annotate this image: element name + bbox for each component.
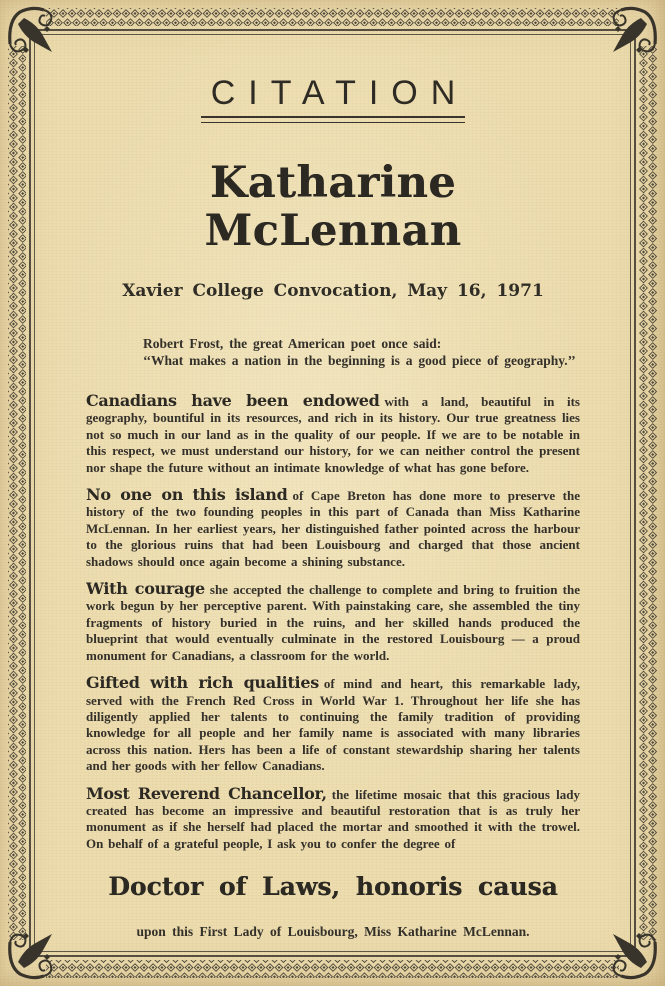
paragraph-lead: Gifted with rich qualities [86,673,319,693]
citation-paragraph [86,485,580,570]
citation-paragraph [86,391,580,476]
page-title: CITATION [210,74,469,112]
quote-attribution: Robert Frost, the great American poet once said: [143,336,442,351]
citation-body [86,391,580,852]
citation-paragraph [86,579,580,664]
citation-paragraph [86,783,580,853]
quote-block [143,335,580,369]
paragraph-text: she accepted the challenge to complete and bring to fruition the work begun by her perceptive parent. With painstaking care, she assembled the tiny fragments of history buried in the ruins, and her skilled hands produced the blueprint that would eventually culminate in the restored Louisbourg — a proud monument for Canadians, a classroom for the world. [86,582,580,663]
convocation-line: Xavier College Convocation, May 16, 1971 [122,281,544,301]
paragraph-lead: With courage [86,579,205,599]
paragraph-lead: Most Reverend Chancellor, [86,783,327,803]
paragraph-text: of Cape Breton has done more to preserve the history of the two founding peoples in this part of Canada than Miss Katharine McLennan. In her earliest years, her distinguished father pointed across the harbour to the glorious ruins that had been Louisbourg and charged that those ancient shadows should once again become a shining substance. [86,488,580,569]
paragraph-lead: No one on this island [86,485,288,505]
paragraph-text: of mind and heart, this remarkable lady, served with the French Red Cross in World War 1. Throughout her life she has diligently applied her talents to continuing the family tradition of providing knowledge for all people and her family name is associated with many libraries across this nation. Hers has been a life of constant stewardship sharing her talents and her goods with her fellow Canadians. [86,676,580,774]
title-underline [201,116,465,123]
paragraph-text: with a land, beautiful in its geography, bountiful in its resources, and rich in its history. Our true greatness lies not so much in our land as in the quality of our people. If we are to be notable in this respect, we must understand our history, for we can neither control the present nor shape the future without an intimate knowledge of what has gone before. [86,394,580,475]
recipient-name: Katharine McLennan [204,158,462,256]
closing-line: upon this First Lady of Louisbourg, Miss Katharine McLennan. [136,924,530,940]
quote-text: ‘‘What makes a nation in the beginning is a good piece of geography.’’ [143,353,576,368]
paragraph-lead: Canadians have been endowed [86,391,380,410]
citation-paragraph [86,673,580,774]
citation-content [86,0,580,986]
degree-title: Doctor of Laws, honoris causa [108,872,558,902]
paragraph-text: the lifetime mosaic that this gracious lady created has become an impressive and beautiful restoration that is as truly her monument as if she herself had placed the mortar and smoothed it with the trowel. On behalf of a grateful people, I ask you to confer the degree of [86,786,580,851]
